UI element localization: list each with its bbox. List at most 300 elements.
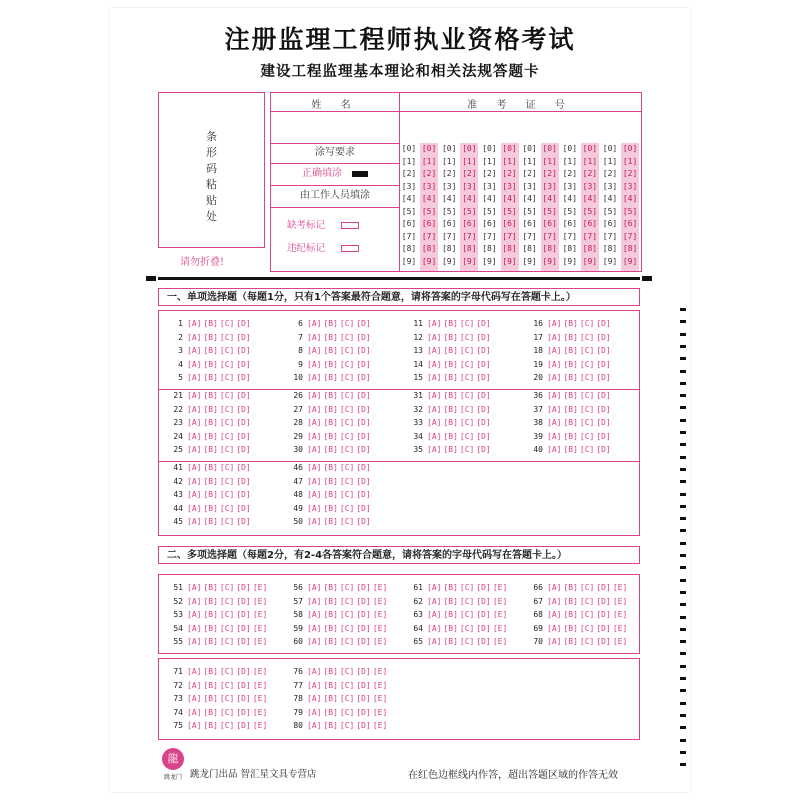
answer-bubble[interactable]: [D]: [236, 707, 251, 717]
answer-bubble[interactable]: [B]: [443, 596, 458, 606]
id-digit-bubble[interactable]: [5]: [542, 206, 557, 216]
id-digit-bubble[interactable]: [3]: [582, 181, 598, 191]
id-digit-bubble[interactable]: [1]: [622, 156, 638, 166]
answer-bubble[interactable]: [D]: [236, 319, 251, 328]
answer-bubble[interactable]: [B]: [203, 707, 218, 717]
answer-bubble[interactable]: [C]: [339, 404, 355, 414]
answer-bubble[interactable]: [B]: [563, 445, 578, 454]
answer-bubble[interactable]: [D]: [476, 623, 491, 633]
answer-bubble[interactable]: [A]: [307, 332, 322, 342]
answer-bubble[interactable]: [D]: [356, 431, 371, 441]
answer-bubble[interactable]: [A]: [187, 359, 202, 369]
id-digit-bubble[interactable]: [6]: [482, 219, 497, 228]
answer-bubble[interactable]: [C]: [339, 445, 355, 454]
answer-bubble[interactable]: [C]: [339, 623, 355, 633]
answer-bubble[interactable]: [D]: [236, 503, 251, 513]
id-digit-bubble[interactable]: [9]: [562, 256, 578, 266]
answer-bubble[interactable]: [B]: [323, 404, 338, 414]
answer-bubble[interactable]: [D]: [476, 391, 491, 400]
answer-bubble[interactable]: [B]: [323, 596, 338, 606]
answer-bubble[interactable]: [A]: [427, 404, 442, 414]
answer-bubble[interactable]: [D]: [476, 404, 491, 414]
answer-bubble[interactable]: [C]: [579, 623, 595, 633]
answer-bubble[interactable]: [B]: [563, 637, 578, 646]
answer-bubble[interactable]: [B]: [323, 431, 338, 441]
answer-bubble[interactable]: [E]: [252, 610, 268, 619]
id-digit-bubble[interactable]: [6]: [622, 219, 638, 228]
answer-bubble[interactable]: [A]: [307, 596, 322, 606]
answer-bubble[interactable]: [B]: [563, 404, 578, 414]
answer-bubble[interactable]: [A]: [547, 418, 562, 427]
id-digit-bubble[interactable]: [6]: [542, 219, 557, 228]
answer-bubble[interactable]: [B]: [203, 503, 218, 513]
answer-bubble[interactable]: [A]: [427, 583, 442, 592]
answer-bubble[interactable]: [B]: [563, 373, 578, 382]
answer-bubble[interactable]: [D]: [356, 623, 371, 633]
answer-bubble[interactable]: [E]: [372, 623, 388, 633]
id-digit-bubble[interactable]: [0]: [562, 144, 578, 153]
answer-bubble[interactable]: [D]: [236, 694, 251, 703]
answer-bubble[interactable]: [C]: [459, 623, 475, 633]
answer-bubble[interactable]: [A]: [187, 431, 202, 441]
answer-bubble[interactable]: [C]: [459, 404, 475, 414]
answer-bubble[interactable]: [C]: [339, 517, 355, 526]
id-digit-bubble[interactable]: [8]: [602, 244, 618, 253]
id-digit-bubble[interactable]: [4]: [602, 194, 618, 203]
answer-bubble[interactable]: [B]: [203, 463, 218, 472]
answer-bubble[interactable]: [E]: [252, 623, 268, 633]
answer-bubble[interactable]: [C]: [339, 490, 355, 499]
id-digit-bubble[interactable]: [4]: [441, 194, 457, 203]
answer-bubble[interactable]: [C]: [339, 373, 355, 382]
answer-bubble[interactable]: [A]: [307, 445, 322, 454]
id-digit-bubble[interactable]: [1]: [421, 156, 437, 166]
answer-bubble[interactable]: [B]: [203, 623, 218, 633]
answer-bubble[interactable]: [E]: [252, 596, 268, 606]
answer-bubble[interactable]: [A]: [187, 319, 202, 328]
answer-bubble[interactable]: [E]: [492, 610, 508, 619]
answer-bubble[interactable]: [B]: [203, 346, 218, 355]
answer-bubble[interactable]: [E]: [612, 637, 628, 646]
answer-bubble[interactable]: [A]: [187, 445, 202, 454]
answer-bubble[interactable]: [C]: [339, 596, 355, 606]
answer-bubble[interactable]: [E]: [492, 637, 508, 646]
answer-bubble[interactable]: [E]: [372, 707, 388, 717]
answer-bubble[interactable]: [B]: [323, 476, 338, 486]
answer-bubble[interactable]: [E]: [372, 583, 388, 592]
answer-bubble[interactable]: [D]: [476, 610, 491, 619]
absent-mark-box[interactable]: [341, 222, 359, 229]
answer-bubble[interactable]: [B]: [323, 332, 338, 342]
id-digit-bubble[interactable]: [3]: [441, 181, 457, 191]
answer-bubble[interactable]: [B]: [563, 610, 578, 619]
answer-bubble[interactable]: [D]: [356, 503, 371, 513]
id-digit-bubble[interactable]: [2]: [622, 169, 638, 178]
id-digit-bubble[interactable]: [7]: [401, 231, 417, 241]
answer-bubble[interactable]: [D]: [596, 373, 611, 382]
id-digit-bubble[interactable]: [1]: [582, 156, 598, 166]
answer-bubble[interactable]: [A]: [427, 637, 442, 646]
answer-bubble[interactable]: [B]: [323, 490, 338, 499]
id-digit-bubble[interactable]: [5]: [421, 206, 437, 216]
answer-bubble[interactable]: [D]: [236, 332, 251, 342]
answer-bubble[interactable]: [B]: [203, 610, 218, 619]
answer-bubble[interactable]: [E]: [372, 667, 388, 676]
id-digit-bubble[interactable]: [5]: [582, 206, 598, 216]
answer-bubble[interactable]: [D]: [236, 373, 251, 382]
answer-bubble[interactable]: [C]: [579, 373, 595, 382]
id-digit-bubble[interactable]: [0]: [542, 144, 557, 153]
answer-bubble[interactable]: [D]: [476, 637, 491, 646]
id-digit-bubble[interactable]: [6]: [602, 219, 618, 228]
answer-bubble[interactable]: [D]: [356, 445, 371, 454]
id-digit-bubble[interactable]: [8]: [441, 244, 457, 253]
answer-bubble[interactable]: [D]: [236, 418, 251, 427]
id-digit-bubble[interactable]: [0]: [602, 144, 618, 153]
answer-bubble[interactable]: [A]: [307, 490, 322, 499]
id-digit-bubble[interactable]: [1]: [562, 156, 578, 166]
id-digit-bubble[interactable]: [9]: [502, 256, 517, 266]
answer-bubble[interactable]: [A]: [307, 431, 322, 441]
answer-bubble[interactable]: [B]: [323, 503, 338, 513]
answer-bubble[interactable]: [C]: [459, 445, 475, 454]
answer-bubble[interactable]: [E]: [612, 596, 628, 606]
answer-bubble[interactable]: [C]: [219, 445, 235, 454]
answer-bubble[interactable]: [D]: [476, 332, 491, 342]
answer-bubble[interactable]: [A]: [307, 583, 322, 592]
answer-bubble[interactable]: [A]: [547, 404, 562, 414]
answer-bubble[interactable]: [A]: [427, 373, 442, 382]
answer-bubble[interactable]: [D]: [236, 463, 251, 472]
answer-bubble[interactable]: [C]: [459, 373, 475, 382]
id-digit-bubble[interactable]: [3]: [502, 181, 517, 191]
answer-bubble[interactable]: [A]: [307, 623, 322, 633]
answer-bubble[interactable]: [A]: [427, 610, 442, 619]
answer-bubble[interactable]: [A]: [187, 476, 202, 486]
answer-bubble[interactable]: [C]: [219, 637, 235, 646]
id-digit-bubble[interactable]: [7]: [562, 231, 578, 241]
id-digit-bubble[interactable]: [4]: [582, 194, 598, 203]
answer-bubble[interactable]: [D]: [476, 583, 491, 592]
id-digit-bubble[interactable]: [8]: [502, 244, 517, 253]
id-digit-bubble[interactable]: [7]: [441, 231, 457, 241]
answer-bubble[interactable]: [D]: [236, 431, 251, 441]
answer-bubble[interactable]: [C]: [219, 319, 235, 328]
id-digit-bubble[interactable]: [0]: [522, 144, 537, 153]
answer-bubble[interactable]: [A]: [187, 583, 202, 592]
answer-bubble[interactable]: [C]: [339, 680, 355, 690]
id-digit-bubble[interactable]: [8]: [421, 244, 437, 253]
id-digit-bubble[interactable]: [9]: [441, 256, 457, 266]
answer-bubble[interactable]: [C]: [339, 346, 355, 355]
answer-bubble[interactable]: [A]: [547, 373, 562, 382]
answer-bubble[interactable]: [B]: [203, 637, 218, 646]
answer-bubble[interactable]: [B]: [323, 418, 338, 427]
answer-bubble[interactable]: [C]: [219, 667, 235, 676]
answer-bubble[interactable]: [C]: [219, 680, 235, 690]
id-digit-bubble[interactable]: [1]: [462, 156, 477, 166]
answer-bubble[interactable]: [D]: [356, 332, 371, 342]
answer-bubble[interactable]: [B]: [563, 359, 578, 369]
answer-bubble[interactable]: [A]: [547, 445, 562, 454]
id-digit-bubble[interactable]: [6]: [462, 219, 477, 228]
answer-bubble[interactable]: [C]: [339, 319, 355, 328]
id-digit-bubble[interactable]: [9]: [542, 256, 557, 266]
answer-bubble[interactable]: [B]: [323, 463, 338, 472]
id-digit-bubble[interactable]: [0]: [502, 144, 517, 153]
id-digit-bubble[interactable]: [8]: [482, 244, 497, 253]
answer-bubble[interactable]: [B]: [323, 359, 338, 369]
answer-bubble[interactable]: [D]: [476, 418, 491, 427]
id-digit-bubble[interactable]: [2]: [522, 169, 537, 178]
answer-bubble[interactable]: [C]: [579, 332, 595, 342]
answer-bubble[interactable]: [B]: [203, 359, 218, 369]
answer-bubble[interactable]: [D]: [596, 583, 611, 592]
answer-bubble[interactable]: [B]: [323, 721, 338, 730]
answer-bubble[interactable]: [B]: [443, 332, 458, 342]
answer-bubble[interactable]: [A]: [187, 694, 202, 703]
id-digit-bubble[interactable]: [1]: [542, 156, 557, 166]
answer-bubble[interactable]: [C]: [219, 404, 235, 414]
answer-bubble[interactable]: [A]: [427, 332, 442, 342]
answer-bubble[interactable]: [D]: [356, 637, 371, 646]
answer-bubble[interactable]: [C]: [219, 596, 235, 606]
answer-bubble[interactable]: [A]: [187, 418, 202, 427]
answer-bubble[interactable]: [D]: [356, 346, 371, 355]
answer-bubble[interactable]: [D]: [596, 346, 611, 355]
answer-bubble[interactable]: [B]: [563, 346, 578, 355]
answer-bubble[interactable]: [C]: [579, 583, 595, 592]
id-digit-bubble[interactable]: [1]: [441, 156, 457, 166]
id-digit-bubble[interactable]: [3]: [542, 181, 557, 191]
answer-bubble[interactable]: [D]: [236, 610, 251, 619]
answer-bubble[interactable]: [C]: [339, 667, 355, 676]
answer-bubble[interactable]: [A]: [307, 721, 322, 730]
answer-bubble[interactable]: [B]: [203, 583, 218, 592]
id-digit-bubble[interactable]: [6]: [502, 219, 517, 228]
answer-bubble[interactable]: [A]: [187, 373, 202, 382]
answer-bubble[interactable]: [C]: [339, 583, 355, 592]
answer-bubble[interactable]: [D]: [356, 596, 371, 606]
answer-bubble[interactable]: [E]: [252, 694, 268, 703]
answer-bubble[interactable]: [D]: [356, 373, 371, 382]
answer-bubble[interactable]: [D]: [596, 332, 611, 342]
answer-bubble[interactable]: [C]: [219, 431, 235, 441]
answer-bubble[interactable]: [C]: [339, 707, 355, 717]
answer-bubble[interactable]: [B]: [203, 332, 218, 342]
answer-bubble[interactable]: [C]: [459, 610, 475, 619]
answer-bubble[interactable]: [C]: [219, 694, 235, 703]
answer-bubble[interactable]: [D]: [596, 637, 611, 646]
answer-bubble[interactable]: [C]: [579, 596, 595, 606]
answer-bubble[interactable]: [A]: [427, 418, 442, 427]
answer-bubble[interactable]: [C]: [339, 391, 355, 400]
answer-bubble[interactable]: [D]: [356, 707, 371, 717]
answer-bubble[interactable]: [A]: [427, 445, 442, 454]
answer-bubble[interactable]: [D]: [236, 596, 251, 606]
answer-bubble[interactable]: [D]: [236, 346, 251, 355]
id-digit-bubble[interactable]: [4]: [482, 194, 497, 203]
answer-bubble[interactable]: [D]: [476, 346, 491, 355]
answer-bubble[interactable]: [A]: [547, 637, 562, 646]
answer-bubble[interactable]: [D]: [476, 373, 491, 382]
answer-bubble[interactable]: [C]: [459, 596, 475, 606]
answer-bubble[interactable]: [D]: [596, 623, 611, 633]
answer-bubble[interactable]: [A]: [307, 373, 322, 382]
answer-bubble[interactable]: [B]: [203, 694, 218, 703]
id-digit-bubble[interactable]: [5]: [602, 206, 618, 216]
id-digit-bubble[interactable]: [5]: [562, 206, 578, 216]
name-field[interactable]: [271, 111, 399, 144]
answer-bubble[interactable]: [A]: [547, 431, 562, 441]
id-digit-bubble[interactable]: [8]: [622, 244, 638, 253]
id-digit-bubble[interactable]: [6]: [562, 219, 578, 228]
answer-bubble[interactable]: [D]: [596, 610, 611, 619]
answer-bubble[interactable]: [C]: [339, 721, 355, 730]
answer-bubble[interactable]: [C]: [579, 637, 595, 646]
answer-bubble[interactable]: [B]: [563, 319, 578, 328]
answer-bubble[interactable]: [B]: [203, 680, 218, 690]
id-digit-bubble[interactable]: [2]: [421, 169, 437, 178]
answer-bubble[interactable]: [A]: [547, 623, 562, 633]
answer-bubble[interactable]: [B]: [323, 610, 338, 619]
answer-bubble[interactable]: [B]: [443, 431, 458, 441]
answer-bubble[interactable]: [D]: [356, 583, 371, 592]
id-digit-bubble[interactable]: [5]: [462, 206, 477, 216]
answer-bubble[interactable]: [B]: [563, 596, 578, 606]
answer-bubble[interactable]: [C]: [339, 431, 355, 441]
id-digit-bubble[interactable]: [5]: [622, 206, 638, 216]
answer-bubble[interactable]: [B]: [443, 346, 458, 355]
answer-bubble[interactable]: [A]: [307, 503, 322, 513]
answer-bubble[interactable]: [D]: [236, 583, 251, 592]
answer-bubble[interactable]: [C]: [219, 490, 235, 499]
answer-bubble[interactable]: [D]: [236, 667, 251, 676]
answer-bubble[interactable]: [C]: [459, 346, 475, 355]
answer-bubble[interactable]: [C]: [459, 391, 475, 400]
answer-bubble[interactable]: [A]: [187, 637, 202, 646]
answer-bubble[interactable]: [A]: [547, 359, 562, 369]
answer-bubble[interactable]: [D]: [356, 667, 371, 676]
answer-bubble[interactable]: [A]: [547, 332, 562, 342]
id-digit-bubble[interactable]: [2]: [602, 169, 618, 178]
answer-bubble[interactable]: [A]: [187, 332, 202, 342]
answer-bubble[interactable]: [B]: [443, 391, 458, 400]
answer-bubble[interactable]: [B]: [443, 373, 458, 382]
answer-bubble[interactable]: [A]: [547, 583, 562, 592]
answer-bubble[interactable]: [A]: [427, 596, 442, 606]
id-digit-bubble[interactable]: [7]: [502, 231, 517, 241]
answer-bubble[interactable]: [B]: [323, 445, 338, 454]
answer-bubble[interactable]: [A]: [427, 346, 442, 355]
id-digit-bubble[interactable]: [9]: [482, 256, 497, 266]
id-digit-bubble[interactable]: [6]: [522, 219, 537, 228]
answer-bubble[interactable]: [B]: [563, 431, 578, 441]
answer-bubble[interactable]: [D]: [356, 359, 371, 369]
answer-bubble[interactable]: [E]: [252, 583, 268, 592]
id-digit-bubble[interactable]: [4]: [462, 194, 477, 203]
answer-bubble[interactable]: [B]: [563, 332, 578, 342]
answer-bubble[interactable]: [C]: [579, 319, 595, 328]
id-digit-bubble[interactable]: [0]: [441, 144, 457, 153]
id-digit-bubble[interactable]: [4]: [542, 194, 557, 203]
answer-bubble[interactable]: [D]: [356, 721, 371, 730]
answer-bubble[interactable]: [B]: [203, 391, 218, 400]
answer-bubble[interactable]: [E]: [612, 623, 628, 633]
answer-bubble[interactable]: [B]: [203, 721, 218, 730]
answer-bubble[interactable]: [C]: [579, 431, 595, 441]
answer-bubble[interactable]: [C]: [219, 517, 235, 526]
answer-bubble[interactable]: [C]: [339, 463, 355, 472]
id-digit-bubble[interactable]: [8]: [401, 244, 417, 253]
answer-bubble[interactable]: [B]: [203, 490, 218, 499]
id-digit-bubble[interactable]: [8]: [562, 244, 578, 253]
answer-bubble[interactable]: [D]: [236, 490, 251, 499]
answer-bubble[interactable]: [C]: [219, 391, 235, 400]
answer-bubble[interactable]: [C]: [579, 418, 595, 427]
answer-bubble[interactable]: [D]: [356, 476, 371, 486]
answer-bubble[interactable]: [C]: [459, 418, 475, 427]
answer-bubble[interactable]: [B]: [563, 623, 578, 633]
answer-bubble[interactable]: [D]: [356, 404, 371, 414]
id-digit-bubble[interactable]: [3]: [602, 181, 618, 191]
answer-bubble[interactable]: [B]: [443, 418, 458, 427]
answer-bubble[interactable]: [A]: [427, 431, 442, 441]
answer-bubble[interactable]: [D]: [236, 637, 251, 646]
id-digit-bubble[interactable]: [0]: [582, 144, 598, 153]
answer-bubble[interactable]: [B]: [203, 667, 218, 676]
answer-bubble[interactable]: [A]: [187, 667, 202, 676]
id-digit-bubble[interactable]: [3]: [622, 181, 638, 191]
answer-bubble[interactable]: [C]: [219, 346, 235, 355]
answer-bubble[interactable]: [B]: [323, 694, 338, 703]
answer-bubble[interactable]: [C]: [459, 637, 475, 646]
answer-bubble[interactable]: [D]: [236, 680, 251, 690]
answer-bubble[interactable]: [C]: [579, 610, 595, 619]
id-digit-bubble[interactable]: [9]: [421, 256, 437, 266]
id-digit-bubble[interactable]: [1]: [502, 156, 517, 166]
answer-bubble[interactable]: [A]: [187, 721, 202, 730]
answer-bubble[interactable]: [B]: [443, 583, 458, 592]
id-digit-bubble[interactable]: [1]: [602, 156, 618, 166]
answer-bubble[interactable]: [C]: [219, 583, 235, 592]
answer-bubble[interactable]: [B]: [443, 319, 458, 328]
answer-bubble[interactable]: [D]: [236, 623, 251, 633]
answer-bubble[interactable]: [E]: [372, 610, 388, 619]
answer-bubble[interactable]: [C]: [579, 404, 595, 414]
answer-bubble[interactable]: [E]: [252, 707, 268, 717]
answer-bubble[interactable]: [B]: [443, 637, 458, 646]
answer-bubble[interactable]: [D]: [356, 680, 371, 690]
id-digit-bubble[interactable]: [7]: [421, 231, 437, 241]
answer-bubble[interactable]: [A]: [187, 463, 202, 472]
answer-bubble[interactable]: [C]: [579, 359, 595, 369]
answer-bubble[interactable]: [D]: [236, 359, 251, 369]
answer-bubble[interactable]: [B]: [203, 431, 218, 441]
answer-bubble[interactable]: [A]: [187, 680, 202, 690]
id-digit-bubble[interactable]: [9]: [522, 256, 537, 266]
answer-bubble[interactable]: [D]: [236, 721, 251, 730]
answer-bubble[interactable]: [C]: [579, 346, 595, 355]
answer-bubble[interactable]: [A]: [547, 319, 562, 328]
id-digit-bubble[interactable]: [2]: [542, 169, 557, 178]
id-digit-bubble[interactable]: [6]: [421, 219, 437, 228]
id-digit-bubble[interactable]: [2]: [502, 169, 517, 178]
answer-bubble[interactable]: [C]: [219, 373, 235, 382]
id-digit-bubble[interactable]: [3]: [562, 181, 578, 191]
answer-bubble[interactable]: [A]: [307, 418, 322, 427]
answer-bubble[interactable]: [A]: [307, 694, 322, 703]
